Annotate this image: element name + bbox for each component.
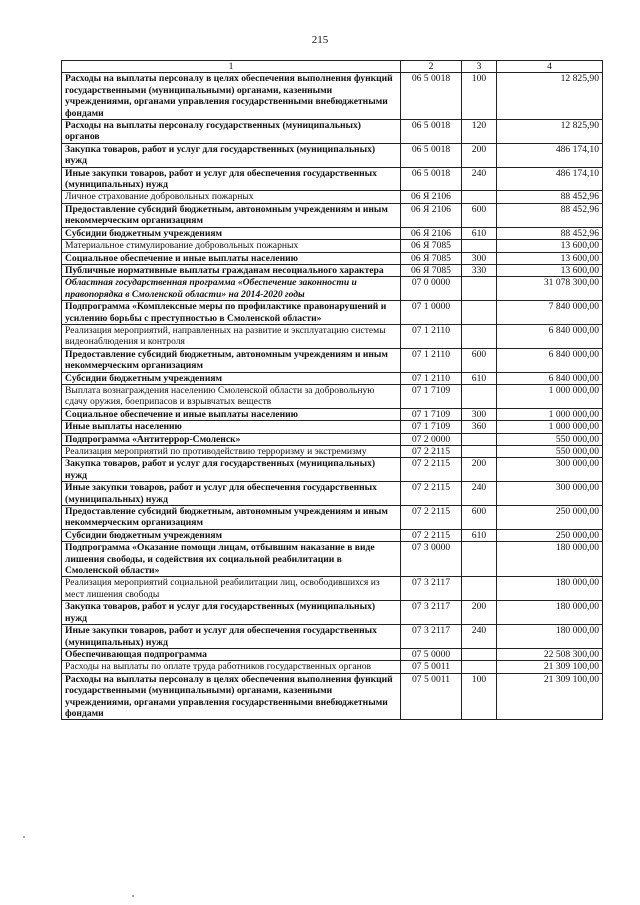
row-amount: 12 825,90 (497, 120, 603, 144)
row-target-code: 07 2 2115 (401, 506, 462, 530)
row-description: Расходы на выплаты по оплате труда работников государственных органов (62, 661, 401, 673)
row-expense-type: 240 (462, 167, 497, 191)
row-expense-type: 200 (462, 601, 497, 625)
row-amount: 180 000,00 (497, 577, 603, 601)
page-number: 215 (311, 34, 329, 46)
row-target-code: 06 5 0018 (401, 143, 462, 167)
row-description: Материальное стимулирование добровольных пожарных (62, 240, 401, 252)
row-expense-type (462, 301, 497, 325)
row-target-code: 06 5 0018 (401, 167, 462, 191)
row-expense-type (462, 433, 497, 445)
row-expense-type: 600 (462, 506, 497, 530)
row-target-code: 07 1 2110 (401, 348, 462, 372)
row-expense-type: 100 (462, 673, 497, 720)
row-target-code: 07 2 2115 (401, 458, 462, 482)
row-amount: 180 000,00 (497, 625, 603, 649)
row-description: Расходы на выплаты персоналу в целях обеспечения выполнения функций государственными (муниципальными) органами, казенными учреждениями, органами управления государственными внебюджетными фондами (62, 673, 401, 720)
table-row (62, 324, 603, 348)
row-target-code: 07 0 0000 (401, 277, 462, 301)
row-target-code: 07 1 0000 (401, 301, 462, 325)
row-target-code: 07 1 7109 (401, 384, 462, 408)
row-target-code: 07 2 0000 (401, 433, 462, 445)
row-expense-type: 120 (462, 120, 497, 144)
table-row (62, 167, 603, 191)
table-header (62, 61, 603, 73)
table-row (62, 482, 603, 506)
table-row (62, 348, 603, 372)
table-row (62, 227, 603, 239)
row-amount: 13 600,00 (497, 264, 603, 276)
row-description: Личное страхование добровольных пожарных (62, 191, 401, 203)
row-amount: 1 000 000,00 (497, 384, 603, 408)
row-description: Подпрограмма «Антитеррор-Смоленск» (62, 433, 401, 445)
row-amount: 13 600,00 (497, 240, 603, 252)
row-description: Иные выплаты населению (62, 421, 401, 433)
row-target-code: 07 2 2115 (401, 482, 462, 506)
row-amount: 21 309 100,00 (497, 673, 603, 720)
row-expense-type: 610 (462, 372, 497, 384)
row-amount: 250 000,00 (497, 529, 603, 541)
row-description: Подпрограмма «Комплексные меры по профилактике правонарушений и усилению борьбы с преступностью в Смоленской области» (62, 301, 401, 325)
row-amount: 180 000,00 (497, 601, 603, 625)
row-target-code: 07 3 2117 (401, 577, 462, 601)
row-description: Субсидии бюджетным учреждениям (62, 529, 401, 541)
row-description: Расходы на выплаты персоналу в целях обеспечения выполнения функций государственными (муниципальными) органами, казенными учреждениями, органами управления государственными внебюджетными фондами (62, 73, 401, 120)
table-row (62, 433, 603, 445)
row-amount: 300 000,00 (497, 458, 603, 482)
row-description: Предоставление субсидий бюджетным, автономным учреждениям и иным некоммерческим организациям (62, 506, 401, 530)
row-target-code: 07 2 2115 (401, 446, 462, 458)
row-amount: 12 825,90 (497, 73, 603, 120)
row-expense-type (462, 324, 497, 348)
row-amount: 6 840 000,00 (497, 348, 603, 372)
table-row (62, 529, 603, 541)
row-description: Реализация мероприятий, направленных на развитие и эксплуатацию системы видеонаблюдения и контроля (62, 324, 401, 348)
row-description: Иные закупки товаров, работ и услуг для обеспечения государственных (муниципальных) нужд (62, 625, 401, 649)
row-description: Социальное обеспечение и иные выплаты населению (62, 252, 401, 264)
table-row (62, 384, 603, 408)
column-header-3: 3 (462, 61, 497, 73)
table-row (62, 673, 603, 720)
row-amount: 550 000,00 (497, 433, 603, 445)
row-target-code: 06 Я 2106 (401, 191, 462, 203)
row-description: Публичные нормативные выплаты гражданам несоциального характера (62, 264, 401, 276)
row-description: Областная государственная программа «Обеспечение законности и правопорядка в Смоленской области» на 2014-2020 годы (62, 277, 401, 301)
row-expense-type (462, 191, 497, 203)
row-expense-type: 100 (462, 73, 497, 120)
row-amount: 180 000,00 (497, 542, 603, 577)
row-description: Расходы на выплаты персоналу государственных (муниципальных) органов (62, 120, 401, 144)
table-row (62, 252, 603, 264)
row-expense-type: 600 (462, 348, 497, 372)
row-expense-type (462, 277, 497, 301)
row-description: Субсидии бюджетным учреждениям (62, 372, 401, 384)
row-expense-type (462, 542, 497, 577)
row-description: Подпрограмма «Оказание помощи лицам, отбывшим наказание в виде лишения свободы, и содействия их социальной реабилитации в Смоленской области» (62, 542, 401, 577)
row-description: Предоставление субсидий бюджетным, автономным учреждениям и иным некоммерческим организациям (62, 203, 401, 227)
row-description: Выплата вознаграждения населению Смоленской области за добровольную сдачу оружия, боеприпасов и взрывчатых веществ (62, 384, 401, 408)
column-header-4: 4 (497, 61, 603, 73)
row-description: Иные закупки товаров, работ и услуг для обеспечения государственных (муниципальных) нужд (62, 167, 401, 191)
row-target-code: 07 2 2115 (401, 529, 462, 541)
table-row (62, 191, 603, 203)
row-target-code: 06 Я 7085 (401, 264, 462, 276)
row-amount: 88 452,96 (497, 203, 603, 227)
table-row (62, 661, 603, 673)
table-row (62, 421, 603, 433)
row-amount: 31 078 300,00 (497, 277, 603, 301)
row-expense-type: 240 (462, 482, 497, 506)
table-row (62, 446, 603, 458)
table-row (62, 542, 603, 577)
row-expense-type (462, 384, 497, 408)
row-amount: 21 309 100,00 (497, 661, 603, 673)
row-description: Обеспечивающая подпрограмма (62, 648, 401, 660)
table-row (62, 143, 603, 167)
row-target-code: 07 5 0000 (401, 648, 462, 660)
row-amount: 486 174,10 (497, 143, 603, 167)
row-amount: 88 452,96 (497, 191, 603, 203)
row-amount: 13 600,00 (497, 252, 603, 264)
row-amount: 88 452,96 (497, 227, 603, 239)
table-row (62, 372, 603, 384)
row-amount: 7 840 000,00 (497, 301, 603, 325)
row-description: Закупка товаров, работ и услуг для государственных (муниципальных) нужд (62, 601, 401, 625)
row-target-code: 07 1 2110 (401, 324, 462, 348)
row-target-code: 06 Я 2106 (401, 203, 462, 227)
row-target-code: 07 1 7109 (401, 421, 462, 433)
table-row (62, 301, 603, 325)
row-description: Закупка товаров, работ и услуг для государственных (муниципальных) нужд (62, 458, 401, 482)
budget-table (61, 60, 603, 720)
row-description: Закупка товаров, работ и услуг для государственных (муниципальных) нужд (62, 143, 401, 167)
table-row (62, 264, 603, 276)
row-target-code: 06 Я 7085 (401, 240, 462, 252)
row-description: Реализация мероприятий социальной реабилитации лиц, освободившихся из мест лишения свободы (62, 577, 401, 601)
row-expense-type: 300 (462, 408, 497, 420)
row-target-code: 07 3 2117 (401, 601, 462, 625)
scan-speck (23, 836, 25, 838)
table-row (62, 458, 603, 482)
row-description: Субсидии бюджетным учреждениям (62, 227, 401, 239)
row-amount: 250 000,00 (497, 506, 603, 530)
row-target-code: 06 5 0018 (401, 120, 462, 144)
column-header-1: 1 (62, 61, 401, 73)
row-description: Реализация мероприятий по противодействию терроризму и экстремизму (62, 446, 401, 458)
row-expense-type (462, 577, 497, 601)
row-expense-type: 240 (462, 625, 497, 649)
row-target-code: 06 Я 2106 (401, 227, 462, 239)
scan-speck (132, 895, 134, 897)
row-target-code: 07 3 2117 (401, 625, 462, 649)
table-row (62, 625, 603, 649)
row-amount: 486 174,10 (497, 167, 603, 191)
row-amount: 1 000 000,00 (497, 421, 603, 433)
row-amount: 22 508 300,00 (497, 648, 603, 660)
column-header-2: 2 (401, 61, 462, 73)
row-target-code: 07 3 0000 (401, 542, 462, 577)
table-row (62, 240, 603, 252)
row-amount: 6 840 000,00 (497, 324, 603, 348)
row-expense-type: 610 (462, 529, 497, 541)
row-expense-type (462, 240, 497, 252)
header-row (62, 61, 603, 73)
table-row (62, 120, 603, 144)
table-row (62, 73, 603, 120)
row-target-code: 06 Я 7085 (401, 252, 462, 264)
row-amount: 1 000 000,00 (497, 408, 603, 420)
row-amount: 550 000,00 (497, 446, 603, 458)
row-expense-type: 330 (462, 264, 497, 276)
table-row (62, 577, 603, 601)
row-expense-type (462, 446, 497, 458)
row-amount: 6 840 000,00 (497, 372, 603, 384)
row-expense-type (462, 648, 497, 660)
row-expense-type: 300 (462, 252, 497, 264)
row-target-code: 06 5 0018 (401, 73, 462, 120)
table-row (62, 408, 603, 420)
row-expense-type: 600 (462, 203, 497, 227)
row-expense-type: 610 (462, 227, 497, 239)
row-amount: 300 000,00 (497, 482, 603, 506)
row-target-code: 07 1 7109 (401, 408, 462, 420)
row-expense-type: 200 (462, 143, 497, 167)
row-description: Социальное обеспечение и иные выплаты населению (62, 408, 401, 420)
table-row (62, 203, 603, 227)
row-expense-type (462, 661, 497, 673)
table-row (62, 648, 603, 660)
row-expense-type: 360 (462, 421, 497, 433)
table-body (62, 73, 603, 720)
row-target-code: 07 1 2110 (401, 372, 462, 384)
row-description: Предоставление субсидий бюджетным, автономным учреждениям и иным некоммерческим организациям (62, 348, 401, 372)
row-target-code: 07 5 0011 (401, 661, 462, 673)
row-description: Иные закупки товаров, работ и услуг для обеспечения государственных (муниципальных) нужд (62, 482, 401, 506)
table-row (62, 601, 603, 625)
table-row (62, 277, 603, 301)
table-row (62, 506, 603, 530)
row-target-code: 07 5 0011 (401, 673, 462, 720)
row-expense-type: 200 (462, 458, 497, 482)
